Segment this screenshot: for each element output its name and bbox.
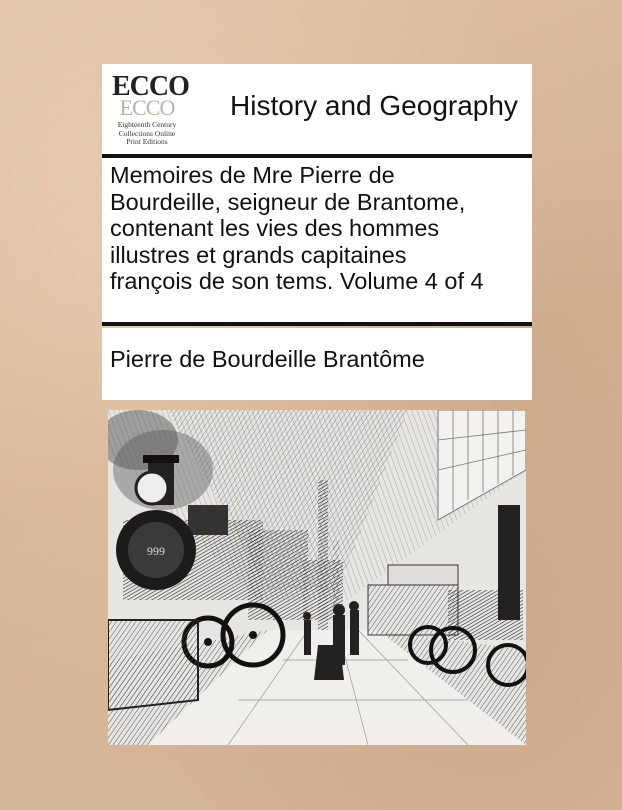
category-label: History and Geography xyxy=(230,90,518,121)
title-line: françois de son tems. Volume 4 of 4 xyxy=(110,268,484,294)
divider-rule xyxy=(102,322,532,326)
cowcatcher xyxy=(108,620,198,710)
title-line: illustres et grands capitaines xyxy=(110,241,407,268)
logo-mark-reflection: ECCO xyxy=(119,95,175,120)
logo-caption-line: Print Editions xyxy=(126,137,168,146)
headlamp xyxy=(136,472,168,504)
author-name: Pierre de Bourdeille Brantôme xyxy=(110,346,425,372)
book-title xyxy=(110,162,528,295)
title-line: Memoires de Mre Pierre de xyxy=(110,162,395,188)
logo-caption-line: Collections Online xyxy=(118,128,176,138)
locomotive-number: 999 xyxy=(147,544,165,558)
ecco-logo xyxy=(112,71,189,150)
header-panel xyxy=(102,64,532,154)
title-panel xyxy=(102,158,532,322)
author-panel xyxy=(102,328,532,400)
train-station-engraving xyxy=(108,410,526,745)
logo-caption-line: Eighteenth Century xyxy=(117,120,177,129)
logo-caption xyxy=(112,121,182,147)
cover-illustration xyxy=(108,410,526,745)
title-line: Bourdeille, seigneur de Brantome, xyxy=(110,188,466,215)
logo-mark: ECCO xyxy=(112,71,189,102)
title-line: contenant les vies des hommes xyxy=(110,215,440,241)
